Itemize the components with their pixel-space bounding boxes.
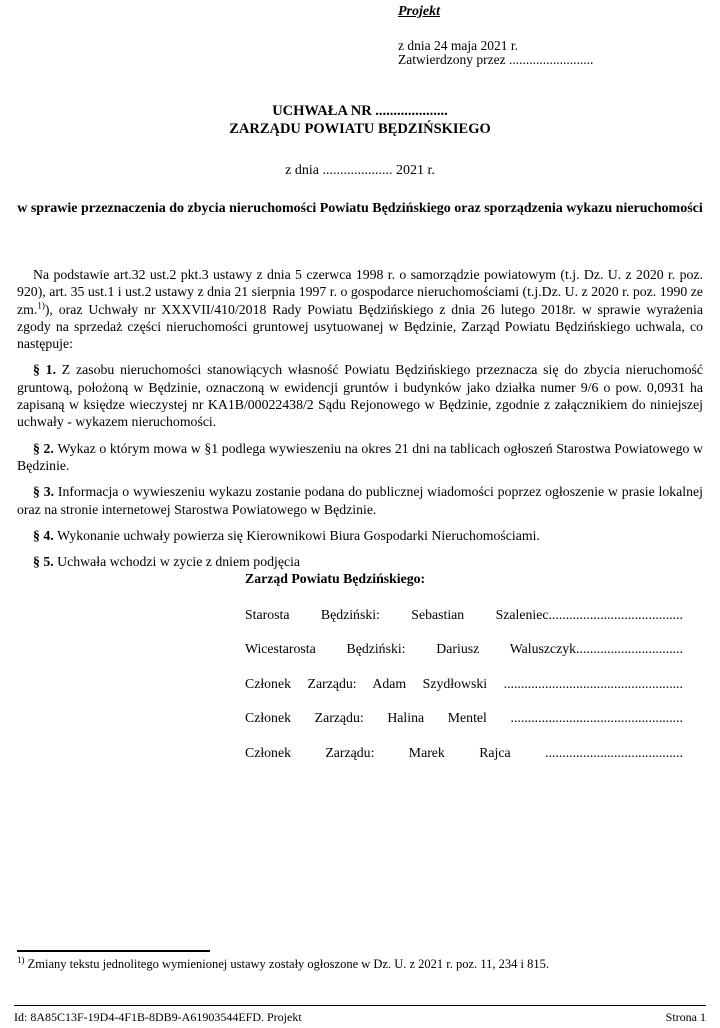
- paragraph-4: [17, 527, 703, 544]
- paragraph-5: [17, 553, 703, 570]
- body-text: [17, 266, 703, 570]
- intro-text-before-ref: Na podstawie art.32 ust.2 pkt.3 ustawy z dnia 5 czerwca 1998 r. o samorządzie powiatowym (t.j. Dz. U. z 2020 r. poz. 920), art. 35 ust.1 i ust.2 ustawy z dnia 21 sierpnia 1997 r. o gospodarce nieruchomościami (t.j.Dz. U. z 2020 r. poz. 1990 ze zm.: [17, 267, 703, 317]
- footnote-text-line: [17, 954, 703, 972]
- resolution-number-line: UCHWAŁA NR ....................: [272, 103, 448, 119]
- intro-text-after-ref: ), oraz Uchwały nr XXXVII/410/2018 Rady Powiatu Będzińskiego z dnia 26 lutego 2018r. w sprawie wyrażenia zgody na sprzedaż części nieruchomości gruntowej usytuowanej w Będzinie, Zarząd Powiatu Będzińskiego uchwala, co następuje:: [17, 301, 703, 352]
- signature-row-member-1: Członek Zarządu: Adam Szydłowski ....................................................: [245, 675, 683, 691]
- paragraph-5-text: Uchwała wchodzi w zycie z dniem podjęcia: [57, 554, 301, 570]
- footnote-separator: [17, 950, 210, 952]
- page-footer: [14, 1005, 706, 1025]
- project-label: Projekt: [398, 4, 440, 19]
- footnote-text: Zmiany tekstu jednolitego wymienionej ustawy zostały ogłoszone w Dz. U. z 2021 r. poz. 11, 234 i 815.: [24, 957, 549, 971]
- resolution-date-line: z dnia .................... 2021 r.: [285, 163, 435, 178]
- intro-paragraph: [17, 266, 703, 352]
- paragraph-3: [17, 483, 703, 518]
- paragraph-1-label: § 1.: [33, 362, 57, 378]
- resolution-issuer-line: ZARZĄDU POWIATU BĘDZIŃSKIEGO: [229, 120, 491, 137]
- signature-block: [245, 570, 683, 761]
- paragraph-5-label: § 5.: [33, 554, 54, 570]
- title-block: [17, 103, 703, 217]
- paragraph-3-label: § 3.: [33, 484, 55, 500]
- document-id: Id: 8A85C13F-19D4-4F1B-8DB9-A61903544EFD. Projekt: [14, 1010, 302, 1024]
- paragraph-2: [17, 440, 703, 475]
- paragraph-3-text: Informacja o wywieszeniu wykazu zostanie podana do publicznej wiadomości poprzez ogłoszenie w prasie lokalnej oraz na stronie internetowej Starostwa Powiatowego w Będzinie.: [17, 484, 703, 517]
- approved-by-line: Zatwierdzony przez .........................: [398, 52, 594, 67]
- footnote-block: [17, 950, 703, 972]
- signatures-heading: Zarząd Powiatu Będzińskiego:: [245, 571, 426, 586]
- paragraph-1: [17, 361, 703, 430]
- signature-row-starosta: Starosta Będziński: Sebastian Szaleniec.......................................: [245, 606, 683, 622]
- signature-row-member-3: Członek Zarządu: Marek Rajca ........................................: [245, 744, 683, 760]
- paragraph-4-label: § 4.: [33, 527, 54, 543]
- header-date-line: z dnia 24 maja 2021 r.: [398, 37, 518, 53]
- footnote-reference: 1): [37, 300, 45, 310]
- paragraph-1-text: Z zasobu nieruchomości stanowiących własność Powiatu Będzińskiego przeznacza się do zbycia nieruchomość gruntową, położoną w Będzinie, oznaczoną w ewidencji gruntów i budynków jako działka numer 9/6 o pow. 0,0931 ha zapisaną w księdze wieczystej nr KA1B/00022438/2 Sądu Rejonowego w Będzinie, zgodnie z załącznikiem do niniejszej uchwały - wykazem nieruchomości.: [17, 362, 703, 430]
- header-block: [398, 4, 593, 68]
- footnote-marker: 1): [17, 954, 25, 965]
- page-number: Strona 1: [665, 1010, 706, 1024]
- signature-row-member-2: Członek Zarządu: Halina Mentel ..................................................: [245, 710, 683, 725]
- paragraph-2-text: Wykaz o którym mowa w §1 podlega wywieszeniu na okres 21 dni na tablicach ogłoszeń Starostwa Powiatowego w Będzinie.: [17, 440, 703, 473]
- paragraph-2-label: § 2.: [33, 440, 54, 456]
- resolution-subject: w sprawie przeznaczenia do zbycia nieruchomości Powiatu Będzińskiego oraz sporządzenia wykazu nieruchomości: [17, 200, 703, 216]
- signature-row-wicestarosta: Wicestarosta Będziński: Dariusz Waluszczyk...............................: [245, 641, 683, 656]
- paragraph-4-text: Wykonanie uchwały powierza się Kierownikowi Biura Gospodarki Nieruchomościami.: [57, 527, 540, 543]
